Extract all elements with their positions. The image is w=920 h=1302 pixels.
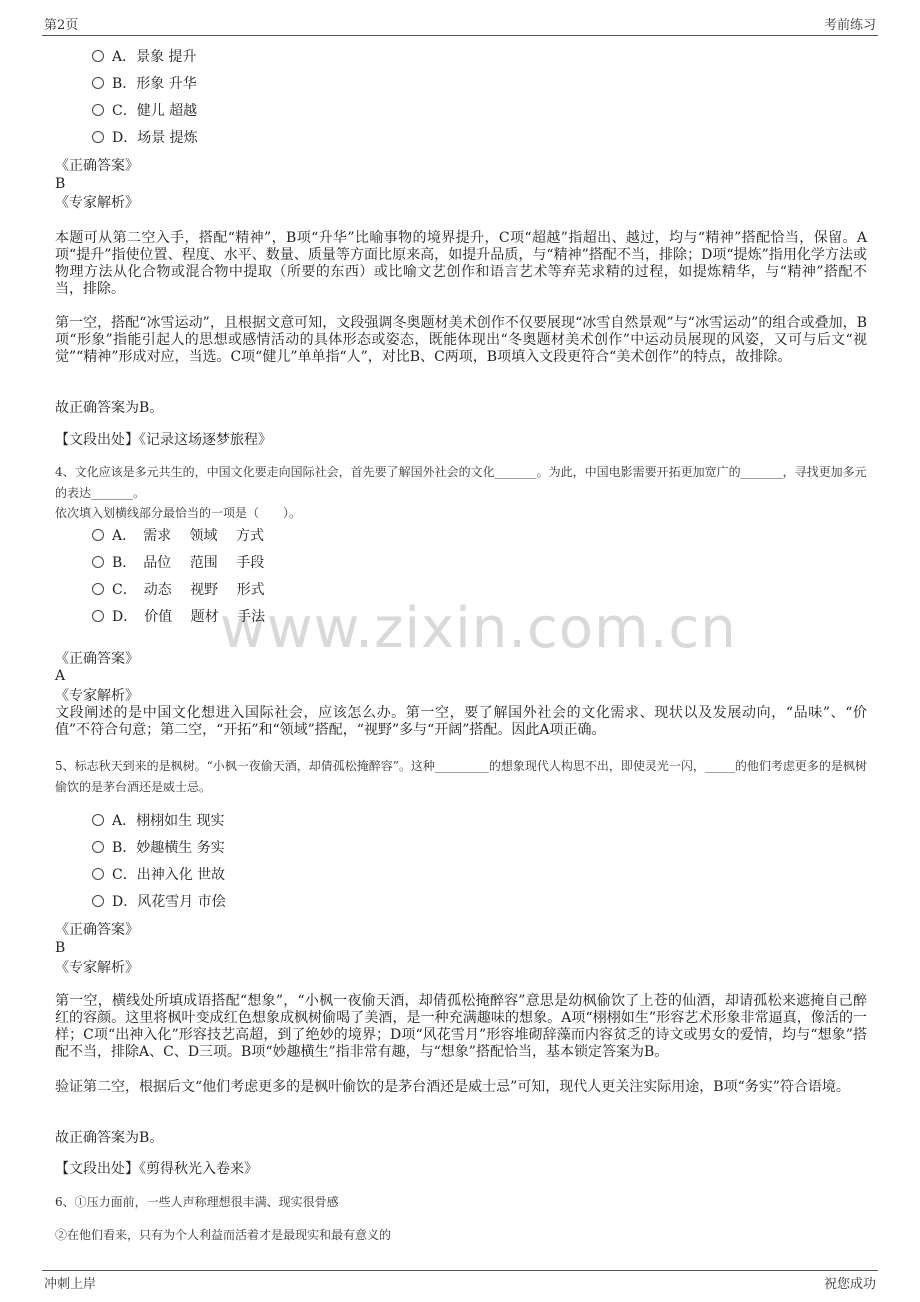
- q3-analysis-p2: 第一空，搭配“冰雪运动”，且根据文意可知，文段强调冬奥题材美术创作不仅要展现“冰雪自然景观”与“冰雪运动”的组合或叠加，B项“形象”指能引起人的思想或感情活动的具体形态或姿态，既能体现出“冬奥题材美术创作”中运动员展现的风姿，又可与后文“视觉”“精神”形成对应，当选。C项“健儿”单单指“人”，对比B、C两项，B项填入文段更符合“美术创作”的特点，故排除。: [55, 315, 867, 365]
- q4-option-d[interactable]: D． 价值 题材 手法: [92, 607, 265, 627]
- q5-answer: B: [55, 940, 66, 956]
- q5-analysis-p3: 故正确答案为B。: [55, 1130, 164, 1146]
- q3-analysis-label: 《专家解析》: [55, 195, 139, 211]
- footer-divider: [42, 1270, 878, 1271]
- q6-line-1: 6、①压力面前，一些人声称理想很丰满、现实很骨感: [55, 1195, 339, 1209]
- q3-option-b[interactable]: B．形象 升华: [92, 74, 197, 94]
- q3-option-d[interactable]: D．场景 提炼: [92, 128, 198, 148]
- q5-option-b[interactable]: B．妙趣横生 务实: [92, 838, 225, 858]
- radio-icon[interactable]: [92, 131, 104, 143]
- radio-icon[interactable]: [92, 77, 104, 89]
- q3-analysis-p3: 故正确答案为B。: [55, 400, 164, 416]
- header-title: 考前练习: [823, 18, 876, 33]
- radio-icon[interactable]: [92, 895, 104, 907]
- q3-option-c[interactable]: C．健儿 超越: [92, 101, 197, 121]
- header-divider: [42, 35, 878, 36]
- radio-icon[interactable]: [92, 583, 104, 595]
- q3-answer: B: [55, 176, 66, 192]
- q5-analysis-p1: 第一空，横线处所填成语搭配“想象”，“小枫一夜偷天酒，却倩孤松掩醉容”意思是幼枫偷饮了上苍的仙酒，却请孤松来遮掩自己醉红的容颜。这里将枫叶变成红色想象成枫树偷喝了美酒，是一种充满趣味的想象。A项“栩栩如生”形容艺术形象非常逼真，像活的一样；C项“出神入化”形容技艺高超，到了绝妙的境界；D项“风花雪月”形容堆砌辞藻而内容贫乏的诗文或男女的爱情，均与“想象”搭配不当，排除A、C、D三项。B项“妙趣横生”指非常有趣，与“想象”搭配恰当，基本锁定答案为B。: [55, 993, 867, 1060]
- q4-analysis-p1: 文段阐述的是中国文化想进入国际社会，应该怎么办。第一空，要了解国外社会的文化需求、现状以及发展动向，“品味”、“价值”不符合句意；第二空，“开拓”和“领域”搭配，“视野”多与“开阔”搭配。因此A项正确。: [55, 705, 867, 738]
- q5-analysis-label: 《专家解析》: [55, 960, 139, 976]
- q3-source: 【文段出处】《记录这场逐梦旅程》: [55, 432, 272, 448]
- footer-left: 冲刺上岸: [44, 1277, 97, 1292]
- q4-option-c[interactable]: C． 动态 视野 形式: [92, 580, 265, 600]
- radio-icon[interactable]: [92, 814, 104, 826]
- q4-instruction: 依次填入划横线部分最恰当的一项是（ ）。: [55, 506, 302, 520]
- watermark: www.zixin.com.cn: [220, 596, 737, 661]
- q4-answer: A: [55, 668, 66, 684]
- radio-icon[interactable]: [92, 556, 104, 568]
- footer-right: 祝您成功: [823, 1277, 876, 1292]
- radio-icon[interactable]: [92, 610, 104, 622]
- q6-line-2: ②在他们看来，只有为个人利益而活着才是最现实和最有意义的: [55, 1228, 392, 1242]
- radio-icon[interactable]: [92, 841, 104, 853]
- q3-option-a[interactable]: A．景象 提升: [92, 47, 197, 67]
- q3-analysis-p1: 本题可从第二空入手，搭配“精神”，B项“升华”比喻事物的境界提升，C项“超越”指超出、越过，均与“精神”搭配恰当，保留。A项“提升”指使位置、程度、水平、数量、质量等方面比原来高，如提升品质，与“精神”搭配不当，排除；D项“提炼”指用化学方法或物理方法从化合物或混合物中提取（所要的东西）或比喻文艺创作和语言艺术等弃芜求精的过程，如提炼精华，与“精神”搭配不当，排除。: [55, 230, 867, 297]
- radio-icon[interactable]: [92, 104, 104, 116]
- q5-option-d[interactable]: D．风花雪月 市侩: [92, 892, 226, 912]
- q5-option-c[interactable]: C．出神入化 世故: [92, 865, 225, 885]
- q4-stem: 4、文化应该是多元共生的，中国文化要走向国际社会，首先要了解国外社会的文化_______。为此，中国电影需要开拓更加宽广的_______，寻找更加多元的表达_______。: [55, 465, 867, 500]
- radio-icon[interactable]: [92, 868, 104, 880]
- q4-option-a[interactable]: A． 需求 领域 方式: [92, 526, 264, 546]
- q5-source: 【文段出处】《剪得秋光入卷来》: [55, 1161, 258, 1177]
- q5-answer-label: 《正确答案》: [55, 922, 139, 938]
- radio-icon[interactable]: [92, 50, 104, 62]
- q3-answer-label: 《正确答案》: [55, 158, 139, 174]
- q5-option-a[interactable]: A．栩栩如生 现实: [92, 811, 225, 831]
- q4-option-b[interactable]: B． 品位 范围 手段: [92, 553, 264, 573]
- q5-analysis-p2: 验证第二空，根据后文“他们考虑更多的是枫叶偷饮的是茅台酒还是威士忌”可知，现代人更关注实际用途，B项“务实”符合语境。: [55, 1079, 850, 1095]
- page-number: 第2页: [44, 18, 79, 33]
- q4-answer-label: 《正确答案》: [55, 651, 139, 667]
- radio-icon[interactable]: [92, 529, 104, 541]
- q4-analysis-label: 《专家解析》: [55, 688, 139, 704]
- q5-stem: 5、标志秋天到来的是枫树。“小枫一夜偷天酒，却倩孤松掩醉容”。这种_________的想象现代人构思不出，即使灵光一闪，_____的他们考虑更多的是枫树偷饮的是茅台酒还是威士忌。: [55, 759, 867, 794]
